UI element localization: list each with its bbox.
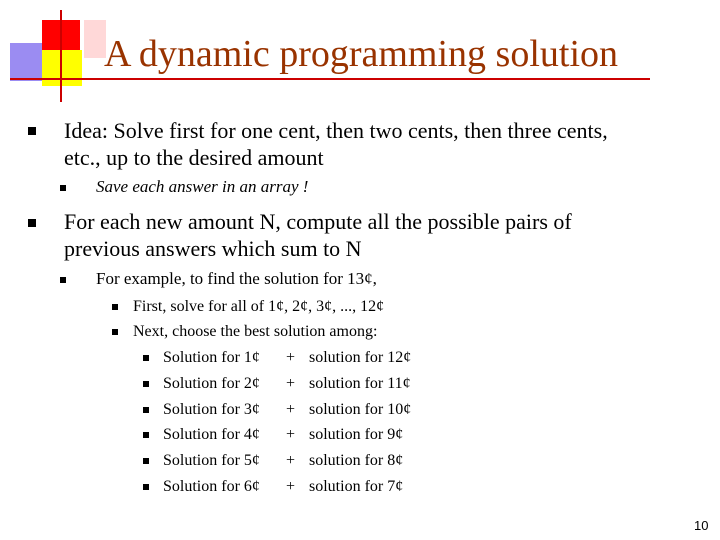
solution-plus: + (286, 426, 296, 443)
sub-sub-bullet-2: Next, choose the best solution among: (133, 323, 378, 340)
solution-plus: + (286, 375, 296, 392)
bullet-square-icon (28, 127, 36, 135)
solution-left: Solution for 4¢ (163, 426, 260, 443)
sub-bullet-square-icon (60, 185, 66, 191)
bullet-square-icon (28, 219, 36, 227)
solution-left: Solution for 5¢ (163, 452, 260, 469)
solution-right: solution for 7¢ (309, 478, 404, 495)
solution-right: solution for 10¢ (309, 401, 412, 418)
solution-plus: + (286, 478, 296, 495)
solution-left: Solution for 1¢ (163, 349, 260, 366)
slide-logo-decoration (0, 0, 110, 110)
bullet-1-line-1: Idea: Solve first for one cent, then two cents, then three cents, (64, 118, 608, 143)
logo-yellow-square (42, 50, 82, 86)
list-bullet-square-icon (143, 381, 149, 387)
bullet-2-line-2: previous answers which sum to N (64, 236, 362, 261)
list-bullet-square-icon (143, 355, 149, 361)
page-number: 10 (694, 518, 709, 533)
logo-vertical-line (60, 10, 62, 102)
bullet-2-line-1: For each new amount N, compute all the possible pairs of (64, 209, 572, 234)
list-bullet-square-icon (143, 458, 149, 464)
slide-title: A dynamic programming solution (104, 33, 619, 75)
sub-bullet-2: For example, to find the solution for 13¢, (96, 269, 377, 288)
solution-left: Solution for 2¢ (163, 375, 260, 392)
title-underline (10, 78, 650, 80)
solution-right: solution for 8¢ (309, 452, 404, 469)
solution-right: solution for 12¢ (309, 349, 412, 366)
list-bullet-square-icon (143, 407, 149, 413)
sub-bullet-1: Save each answer in an array ! (96, 177, 309, 196)
solution-plus: + (286, 452, 296, 469)
logo-lilac-square (10, 43, 42, 81)
sub-sub-bullet-square-icon (112, 304, 118, 310)
list-bullet-square-icon (143, 432, 149, 438)
sub-bullet-square-icon (60, 277, 66, 283)
solution-left: Solution for 3¢ (163, 401, 260, 418)
logo-pink-square (84, 20, 106, 58)
solution-plus: + (286, 401, 296, 418)
solution-right: solution for 11¢ (309, 375, 411, 392)
solution-right: solution for 9¢ (309, 426, 404, 443)
sub-sub-bullet-square-icon (112, 329, 118, 335)
list-bullet-square-icon (143, 484, 149, 490)
sub-sub-bullet-1: First, solve for all of 1¢, 2¢, 3¢, ..., 12¢ (133, 298, 385, 315)
bullet-1-line-2: etc., up to the desired amount (64, 145, 324, 170)
solution-left: Solution for 6¢ (163, 478, 260, 495)
solution-plus: + (286, 349, 296, 366)
